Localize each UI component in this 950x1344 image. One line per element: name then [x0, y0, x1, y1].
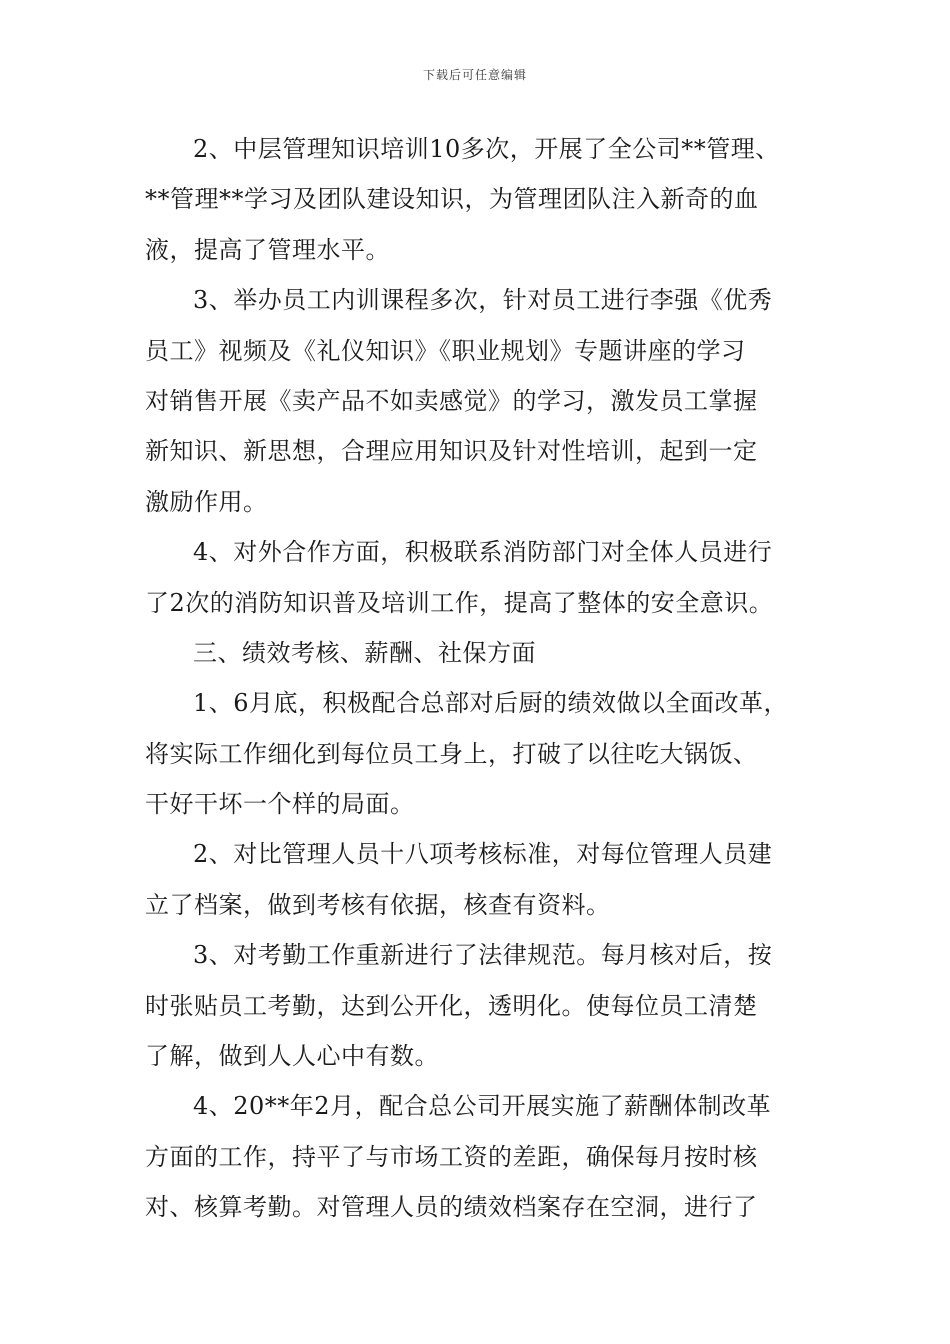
header-note: 下载后可任意编辑: [422, 68, 527, 82]
paragraph-line: 员工》视频及《礼仪知识》《职业规划》专题讲座的学习: [145, 336, 746, 365]
paragraph-line: 干好干坏一个样的局面。: [145, 790, 415, 819]
paragraph-line: 对、核算考勤。对管理人员的绩效档案存在空洞，进行了: [145, 1193, 758, 1222]
paragraph-line: 新知识、新思想，合理应用知识及针对性培训，起到一定: [145, 437, 758, 466]
paragraph-line: 立了档案，做到考核有依据，核查有资料。: [145, 890, 611, 919]
paragraph-line: 时张贴员工考勤，达到公开化，透明化。使每位员工清楚: [145, 991, 758, 1020]
paragraph-line: 了解，做到人人心中有数。: [145, 1042, 439, 1071]
paragraph-line: 4、20**年2月，配合总公司开展实施了薪酬体制改革: [193, 1092, 772, 1121]
paragraph-line: 对销售开展《卖产品不如卖感觉》的学习，激发员工掌握: [145, 386, 758, 415]
paragraph-line: 方面的工作，持平了与市场工资的差距，确保每月按时核: [145, 1142, 758, 1171]
paragraph-line: 2、中层管理知识培训10多次，开展了全公司**管理、: [193, 135, 780, 163]
paragraph-line: 液，提高了管理水平。: [145, 235, 390, 264]
paragraph-line: 激励作用。: [145, 487, 268, 516]
paragraph-line: 了2次的消防知识普及培训工作，提高了整体的安全意识。: [145, 588, 774, 617]
document-body: [145, 124, 825, 1233]
paragraph-line: 3、对考勤工作重新进行了法律规范。每月核对后，按: [193, 941, 773, 970]
paragraph-line: **管理**学习及团队建设知识，为管理团队注入新奇的血: [145, 185, 759, 214]
paragraph-line: 2、对比管理人员十八项考核标准，对每位管理人员建: [193, 840, 773, 869]
paragraph-line: 1、6月底，积极配合总部对后厨的绩效做以全面改革，: [193, 689, 789, 718]
paragraph-line: 3、举办员工内训课程多次，针对员工进行李强《优秀: [193, 286, 773, 315]
section-heading: 三、绩效考核、薪酬、社保方面: [193, 638, 536, 667]
paragraph-line: 将实际工作细化到每位员工身上，打破了以往吃大锅饭、: [145, 739, 758, 768]
paragraph-line: 4、对外合作方面，积极联系消防部门对全体人员进行: [193, 538, 773, 567]
